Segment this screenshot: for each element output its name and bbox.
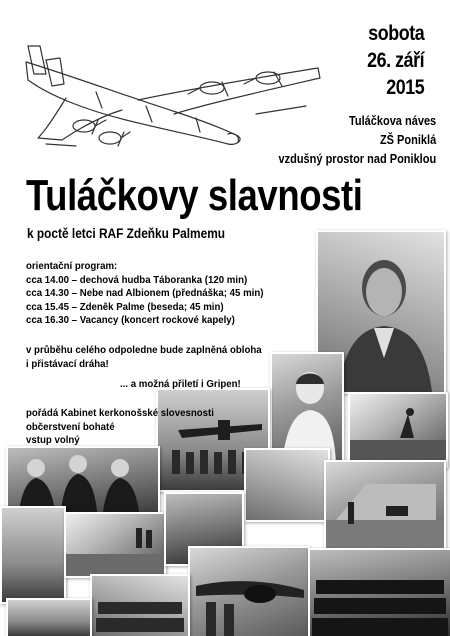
refreshment-line: občerstvení bohaté [26,420,115,433]
program-item: cca 14.30 – Nebe nad Albionem (přednáška; 45 min) [26,287,264,299]
runway-scene-icon [350,394,446,466]
place-line: ZŠ Poniklá [379,133,436,147]
program-heading: orientační program: [26,260,118,272]
spitfire-icon [190,548,308,636]
photo-large-squadron [310,550,450,636]
airshow-note [26,344,282,371]
airfield-icon [66,514,164,576]
program-list [26,260,284,328]
photo-hangar [326,462,444,548]
program-item: cca 15.45 – Zdeněk Palme (beseda; 45 min) [26,300,224,313]
event-day: sobota [368,22,424,45]
note-line: i přistávací dráha! [26,357,109,370]
photo-pilot-woman [272,354,342,464]
photo-group-portrait [92,576,188,636]
photo-cadets [8,600,90,636]
squadron-rows-icon [310,550,450,636]
pilot-figure-icon [272,354,342,464]
photo-wing-crew [2,508,64,602]
photo-runway [350,394,446,466]
group-rows-icon [92,576,188,636]
hangar-scene-icon [326,462,444,548]
photo-airfield [66,514,164,576]
photo-spitfire [190,548,308,636]
program-item: cca 16.30 – Vacancy (koncert rockové kapely) [26,314,235,326]
event-date [357,20,424,101]
event-place [257,112,436,169]
note-line: v průběhu celého odpoledne bude zaplněná obloha [26,344,262,356]
organizer-line: pořádá Kabinet kerkonošské slovesnosti [26,407,214,419]
event-date-text: 26. září [366,49,424,72]
program-item: cca 14.00 – dechová hudba Táboranka (120 min) [26,273,248,286]
place-line: Tuláčkova náves [348,114,436,128]
place-line: vzdušný prostor nad Poniklou [278,152,436,166]
photo-cockpit [246,450,328,520]
event-year: 2015 [385,76,424,99]
poster-title: Tuláčkovy slavnosti [26,171,363,220]
admission-line: vstup volný [26,434,80,446]
dedication-text: k poctě letci RAF Zdeňku Palmemu [27,226,226,241]
organizer-info [26,407,230,448]
gripen-note: ... a možná přiletí i Gripen! [120,378,241,390]
